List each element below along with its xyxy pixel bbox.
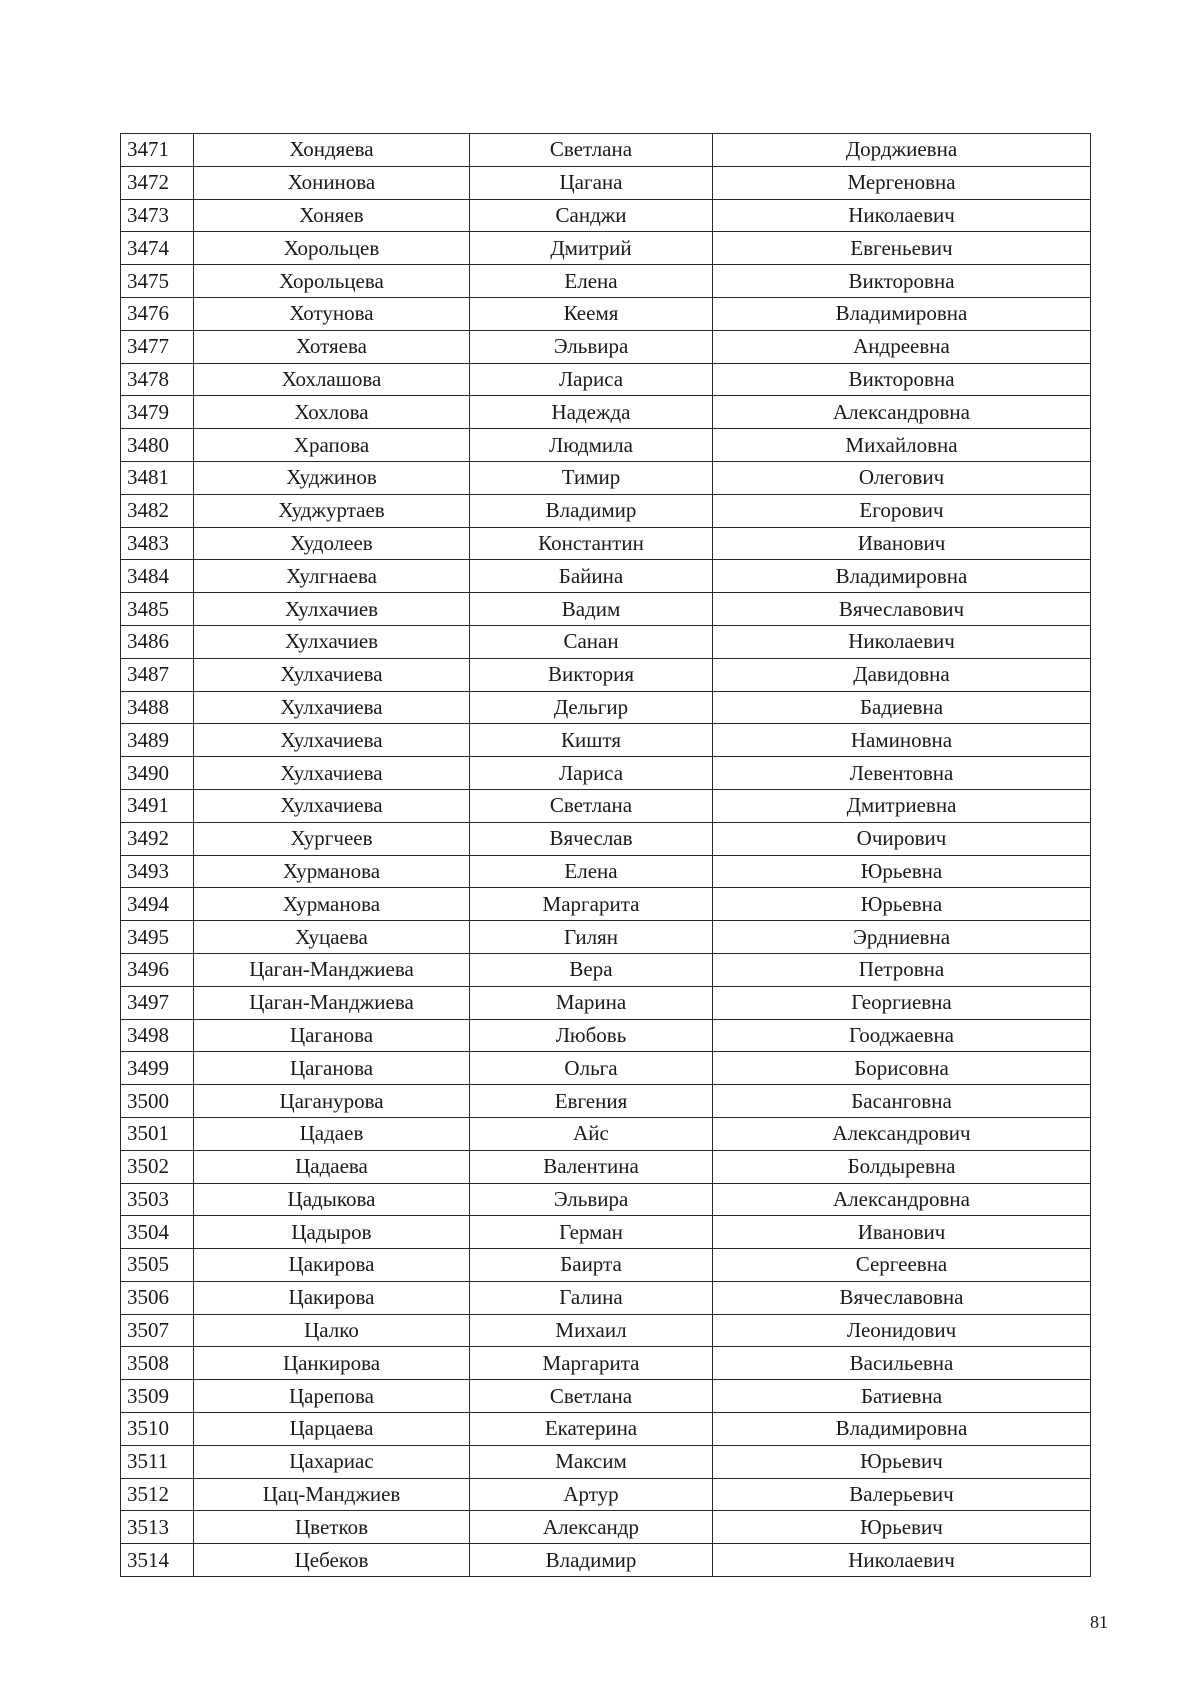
patronymic-cell: Очирович [713, 822, 1091, 855]
first-name-cell: Кеемя [470, 297, 713, 330]
first-name-cell: Маргарита [470, 1347, 713, 1380]
surname-cell: Цадыров [194, 1216, 470, 1249]
patronymic-cell: Александровна [713, 396, 1091, 429]
page-number: 81 [1090, 1612, 1108, 1632]
surname-cell: Хулхачиева [194, 658, 470, 691]
table-row [121, 330, 1091, 363]
surname-cell: Хулхачиев [194, 593, 470, 626]
table-row [121, 1052, 1091, 1085]
first-name-cell: Михаил [470, 1314, 713, 1347]
surname-cell: Хуцаева [194, 921, 470, 954]
first-name-cell: Артур [470, 1478, 713, 1511]
patronymic-cell: Николаевич [713, 625, 1091, 658]
patronymic-cell: Дмитриевна [713, 789, 1091, 822]
table-row [121, 625, 1091, 658]
row-number: 3509 [121, 1380, 194, 1413]
patronymic-cell: Борисовна [713, 1052, 1091, 1085]
surname-cell: Цебеков [194, 1544, 470, 1577]
surname-cell: Цаганурова [194, 1085, 470, 1118]
row-number: 3484 [121, 560, 194, 593]
first-name-cell: Александр [470, 1511, 713, 1544]
row-number: 3501 [121, 1117, 194, 1150]
table-row [121, 593, 1091, 626]
surname-cell: Хотяева [194, 330, 470, 363]
row-number: 3505 [121, 1249, 194, 1282]
table-row [121, 297, 1091, 330]
table-row [121, 855, 1091, 888]
patronymic-cell: Гооджаевна [713, 1019, 1091, 1052]
table-row [121, 1150, 1091, 1183]
surname-cell: Цветков [194, 1511, 470, 1544]
surname-cell: Хоняев [194, 199, 470, 232]
first-name-cell: Герман [470, 1216, 713, 1249]
patronymic-cell: Николаевич [713, 1544, 1091, 1577]
patronymic-cell: Александрович [713, 1117, 1091, 1150]
row-number: 3504 [121, 1216, 194, 1249]
patronymic-cell: Андреевна [713, 330, 1091, 363]
first-name-cell: Любовь [470, 1019, 713, 1052]
row-number: 3479 [121, 396, 194, 429]
first-name-cell: Гилян [470, 921, 713, 954]
first-name-cell: Вера [470, 953, 713, 986]
patronymic-cell: Викторовна [713, 265, 1091, 298]
surname-cell: Хохлашова [194, 363, 470, 396]
patronymic-cell: Юрьевич [713, 1511, 1091, 1544]
row-number: 3472 [121, 166, 194, 199]
first-name-cell: Санан [470, 625, 713, 658]
table-row [121, 1511, 1091, 1544]
table-row [121, 363, 1091, 396]
table-row [121, 429, 1091, 462]
surname-cell: Хондяева [194, 134, 470, 167]
surname-cell: Цаганова [194, 1052, 470, 1085]
row-number: 3490 [121, 757, 194, 790]
surname-cell: Цадаев [194, 1117, 470, 1150]
surname-cell: Худолеев [194, 527, 470, 560]
first-name-cell: Санджи [470, 199, 713, 232]
row-number: 3494 [121, 888, 194, 921]
surname-cell: Хурманова [194, 855, 470, 888]
first-name-cell: Цагана [470, 166, 713, 199]
patronymic-cell: Вячеславовна [713, 1281, 1091, 1314]
patronymic-cell: Болдыревна [713, 1150, 1091, 1183]
row-number: 3478 [121, 363, 194, 396]
surname-cell: Цаганова [194, 1019, 470, 1052]
first-name-cell: Марина [470, 986, 713, 1019]
first-name-cell: Елена [470, 265, 713, 298]
surname-cell: Хулхачиева [194, 724, 470, 757]
surname-cell: Хулхачиева [194, 789, 470, 822]
row-number: 3485 [121, 593, 194, 626]
surname-cell: Цакирова [194, 1249, 470, 1282]
first-name-cell: Владимир [470, 1544, 713, 1577]
surname-cell: Хорольцев [194, 232, 470, 265]
patronymic-cell: Давидовна [713, 658, 1091, 691]
surname-cell: Хургчеев [194, 822, 470, 855]
row-number: 3502 [121, 1150, 194, 1183]
surname-cell: Царцаева [194, 1413, 470, 1446]
patronymic-cell: Владимировна [713, 297, 1091, 330]
table-row [121, 461, 1091, 494]
table-row [121, 1544, 1091, 1577]
patronymic-cell: Басанговна [713, 1085, 1091, 1118]
patronymic-cell: Юрьевна [713, 855, 1091, 888]
surname-cell: Цаган-Манджиева [194, 986, 470, 1019]
row-number: 3492 [121, 822, 194, 855]
first-name-cell: Елена [470, 855, 713, 888]
first-name-cell: Вадим [470, 593, 713, 626]
patronymic-cell: Дорджиевна [713, 134, 1091, 167]
table-row [121, 1314, 1091, 1347]
surname-cell: Хонинова [194, 166, 470, 199]
table-row [121, 1249, 1091, 1282]
surname-cell: Цац-Манджиев [194, 1478, 470, 1511]
row-number: 3471 [121, 134, 194, 167]
row-number: 3510 [121, 1413, 194, 1446]
patronymic-cell: Иванович [713, 527, 1091, 560]
patronymic-cell: Юрьевич [713, 1445, 1091, 1478]
table-row [121, 1413, 1091, 1446]
patronymic-cell: Владимировна [713, 560, 1091, 593]
row-number: 3476 [121, 297, 194, 330]
table-row [121, 1380, 1091, 1413]
table-row [121, 691, 1091, 724]
patronymic-cell: Наминовна [713, 724, 1091, 757]
first-name-cell: Евгения [470, 1085, 713, 1118]
surname-cell: Хурманова [194, 888, 470, 921]
surname-cell: Цадыкова [194, 1183, 470, 1216]
row-number: 3489 [121, 724, 194, 757]
row-number: 3491 [121, 789, 194, 822]
patronymic-cell: Иванович [713, 1216, 1091, 1249]
row-number: 3495 [121, 921, 194, 954]
surname-cell: Царепова [194, 1380, 470, 1413]
first-name-cell: Байина [470, 560, 713, 593]
table-row [121, 1085, 1091, 1118]
first-name-cell: Екатерина [470, 1413, 713, 1446]
surname-cell: Цанкирова [194, 1347, 470, 1380]
first-name-cell: Надежда [470, 396, 713, 429]
row-number: 3482 [121, 494, 194, 527]
first-name-cell: Тимир [470, 461, 713, 494]
row-number: 3503 [121, 1183, 194, 1216]
table-row [121, 134, 1091, 167]
first-name-cell: Константин [470, 527, 713, 560]
row-number: 3475 [121, 265, 194, 298]
table-row [121, 1183, 1091, 1216]
row-number: 3474 [121, 232, 194, 265]
table-row [121, 658, 1091, 691]
first-name-cell: Киштя [470, 724, 713, 757]
row-number: 3481 [121, 461, 194, 494]
first-name-cell: Валентина [470, 1150, 713, 1183]
first-name-cell: Баирта [470, 1249, 713, 1282]
row-number: 3499 [121, 1052, 194, 1085]
table-row [121, 888, 1091, 921]
row-number: 3512 [121, 1478, 194, 1511]
first-name-cell: Светлана [470, 1380, 713, 1413]
row-number: 3511 [121, 1445, 194, 1478]
table-row [121, 921, 1091, 954]
surname-cell: Цадаева [194, 1150, 470, 1183]
first-name-cell: Вячеслав [470, 822, 713, 855]
table-row [121, 789, 1091, 822]
row-number: 3507 [121, 1314, 194, 1347]
table-row [121, 1019, 1091, 1052]
first-name-cell: Айс [470, 1117, 713, 1150]
row-number: 3486 [121, 625, 194, 658]
row-number: 3473 [121, 199, 194, 232]
surname-cell: Цакирова [194, 1281, 470, 1314]
table-row [121, 1216, 1091, 1249]
table-row [121, 232, 1091, 265]
first-name-cell: Светлана [470, 134, 713, 167]
patronymic-cell: Владимировна [713, 1413, 1091, 1446]
patronymic-cell: Батиевна [713, 1380, 1091, 1413]
table-row [121, 1281, 1091, 1314]
first-name-cell: Виктория [470, 658, 713, 691]
patronymic-cell: Николаевич [713, 199, 1091, 232]
surname-cell: Цахариас [194, 1445, 470, 1478]
table-row [121, 1445, 1091, 1478]
patronymic-cell: Валерьевич [713, 1478, 1091, 1511]
row-number: 3514 [121, 1544, 194, 1577]
first-name-cell: Светлана [470, 789, 713, 822]
table-row [121, 1347, 1091, 1380]
surname-cell: Хулгнаева [194, 560, 470, 593]
patronymic-cell: Бадиевна [713, 691, 1091, 724]
patronymic-cell: Мергеновна [713, 166, 1091, 199]
surname-cell: Хотунова [194, 297, 470, 330]
row-number: 3508 [121, 1347, 194, 1380]
table-row [121, 166, 1091, 199]
table-row [121, 1478, 1091, 1511]
patronymic-cell: Георгиевна [713, 986, 1091, 1019]
row-number: 3506 [121, 1281, 194, 1314]
surname-cell: Цаган-Манджиева [194, 953, 470, 986]
table-row [121, 199, 1091, 232]
patronymic-cell: Вячеславович [713, 593, 1091, 626]
table-row [121, 953, 1091, 986]
row-number: 3513 [121, 1511, 194, 1544]
row-number: 3480 [121, 429, 194, 462]
first-name-cell: Владимир [470, 494, 713, 527]
table-row [121, 396, 1091, 429]
surname-cell: Храпова [194, 429, 470, 462]
patronymic-cell: Викторовна [713, 363, 1091, 396]
first-name-cell: Эльвира [470, 330, 713, 363]
surname-cell: Хохлова [194, 396, 470, 429]
first-name-cell: Лариса [470, 757, 713, 790]
first-name-cell: Эльвира [470, 1183, 713, 1216]
names-table [120, 133, 1091, 1577]
patronymic-cell: Егорович [713, 494, 1091, 527]
table-row [121, 724, 1091, 757]
surname-cell: Худжуртаев [194, 494, 470, 527]
first-name-cell: Ольга [470, 1052, 713, 1085]
row-number: 3477 [121, 330, 194, 363]
first-name-cell: Максим [470, 1445, 713, 1478]
row-number: 3496 [121, 953, 194, 986]
patronymic-cell: Сергеевна [713, 1249, 1091, 1282]
table-row [121, 1117, 1091, 1150]
table-row [121, 560, 1091, 593]
surname-cell: Хулхачиев [194, 625, 470, 658]
patronymic-cell: Олегович [713, 461, 1091, 494]
row-number: 3498 [121, 1019, 194, 1052]
row-number: 3497 [121, 986, 194, 1019]
first-name-cell: Людмила [470, 429, 713, 462]
surname-cell: Худжинов [194, 461, 470, 494]
surname-cell: Хулхачиева [194, 691, 470, 724]
row-number: 3487 [121, 658, 194, 691]
patronymic-cell: Александровна [713, 1183, 1091, 1216]
table-row [121, 527, 1091, 560]
first-name-cell: Дельгир [470, 691, 713, 724]
patronymic-cell: Эрдниевна [713, 921, 1091, 954]
row-number: 3483 [121, 527, 194, 560]
first-name-cell: Галина [470, 1281, 713, 1314]
patronymic-cell: Михайловна [713, 429, 1091, 462]
row-number: 3493 [121, 855, 194, 888]
first-name-cell: Маргарита [470, 888, 713, 921]
table-row [121, 494, 1091, 527]
names-table-body [121, 134, 1091, 1577]
patronymic-cell: Юрьевна [713, 888, 1091, 921]
surname-cell: Хулхачиева [194, 757, 470, 790]
patronymic-cell: Петровна [713, 953, 1091, 986]
patronymic-cell: Евгеньевич [713, 232, 1091, 265]
table-row [121, 822, 1091, 855]
table-row [121, 757, 1091, 790]
patronymic-cell: Леонидович [713, 1314, 1091, 1347]
first-name-cell: Лариса [470, 363, 713, 396]
surname-cell: Цалко [194, 1314, 470, 1347]
row-number: 3500 [121, 1085, 194, 1118]
table-row [121, 986, 1091, 1019]
first-name-cell: Дмитрий [470, 232, 713, 265]
patronymic-cell: Левентовна [713, 757, 1091, 790]
row-number: 3488 [121, 691, 194, 724]
table-row [121, 265, 1091, 298]
surname-cell: Хорольцева [194, 265, 470, 298]
patronymic-cell: Васильевна [713, 1347, 1091, 1380]
